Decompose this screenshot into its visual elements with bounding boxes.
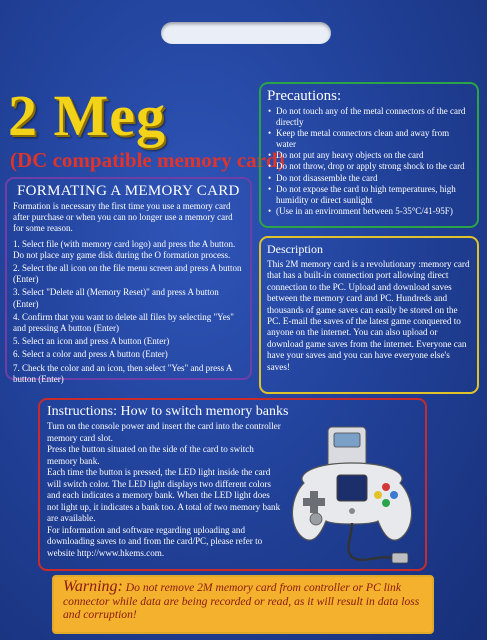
description-heading: Description [267, 242, 323, 256]
precaution-item: • Do not disassemble the card [267, 173, 471, 184]
warning-text: Do not remove 2M memory card from controller or PC link connector while data are being recorded or read, as it will result in data loss and corruption! [63, 581, 420, 622]
instructions-paragraph: For information and software regarding uploading and downloading saves to and from the card/PC, please refer to website http://www.hkems.com. [47, 524, 263, 558]
precaution-item: • Do not touch any of the metal connectors of the card directly [267, 106, 471, 128]
instructions-heading: Instructions: How to switch memory banks [47, 404, 289, 419]
warning-message [63, 580, 423, 622]
formatting-step: 2. Select the all icon on the file menu screen and press A button (Enter) [13, 263, 242, 285]
precautions-list [267, 106, 471, 217]
warning-banner [52, 575, 434, 634]
formatting-heading: FORMATING A MEMORY CARD [17, 183, 240, 199]
description-panel [259, 236, 479, 394]
instructions-paragraph: Press the button situated on the side of the card to switch memory bank. [47, 444, 254, 466]
precaution-item: • (Use in an environment between 5-35°C/41-95F) [267, 206, 471, 217]
formatting-step: 7. Check the color and an icon, then select "Yes" and press A button (Enter) [13, 362, 232, 384]
dreamcast-controller-icon [282, 425, 422, 570]
formatting-step: 6. Select a color and press A button (Enter) [13, 349, 168, 360]
instructions-body [47, 421, 282, 559]
precaution-item: • Do not expose the card to high temperatures, high humidity or direct sunlight [267, 184, 471, 206]
formatting-step: 5. Select an icon and press A button (Enter) [13, 336, 170, 347]
description-text: This 2M memory card is a revolutionary :memory card that has a built-in connection port allowing direct connection to the PC. Upload and download saves between the memory card and PC. Hundreds and thousands of game saves can easily be stored on the PC. E-mail the saves of the latest game conquered to anyone on the internet. You can also upload or download game saves from the internet. Everyone can have your saves and you can have everyone else's saves! [267, 259, 470, 372]
formatting-panel [5, 177, 252, 384]
formatting-step: 1. Select file (with memory card logo) and press the A button. Do not place any game disk during the O formation process. [13, 238, 236, 260]
precaution-item: • Do not put any heavy objects on the card [267, 150, 471, 161]
formatting-step: 3. Select "Delete all (Memory Reset)" and press A button (Enter) [13, 287, 219, 309]
product-title: 2 Meg [8, 83, 166, 148]
warning-label: Warning: [63, 578, 123, 595]
product-subtitle: (DC compatible memory card) [10, 148, 285, 172]
instructions-paragraph: Turn on the console power and insert the card into the controller memory card slot. [47, 421, 281, 443]
hang-tab-hole-icon [161, 22, 331, 44]
formatting-intro: Formation is necessary the first time you use a memory card after purchase or when you can no longer use a memory card for some reason. [13, 201, 233, 234]
instructions-paragraph: Each time the button is pressed, the LED light inside the card will switch color. The LED light displays two different colors and each indicates a memory bank. When the LED light does not light up, it indicates a bank too. A total of two memory bank are available. [47, 467, 281, 523]
precautions-heading: Precautions: [267, 88, 342, 104]
formatting-step: 4. Confirm that you want to delete all files by selecting "Yes" and pressing A button (Enter) [13, 311, 234, 334]
precaution-item: • Keep the metal connectors clean and away from water [267, 128, 471, 150]
precaution-item: • Do not throw, drop or apply strong shock to the card [267, 161, 471, 172]
precautions-panel [259, 82, 479, 228]
